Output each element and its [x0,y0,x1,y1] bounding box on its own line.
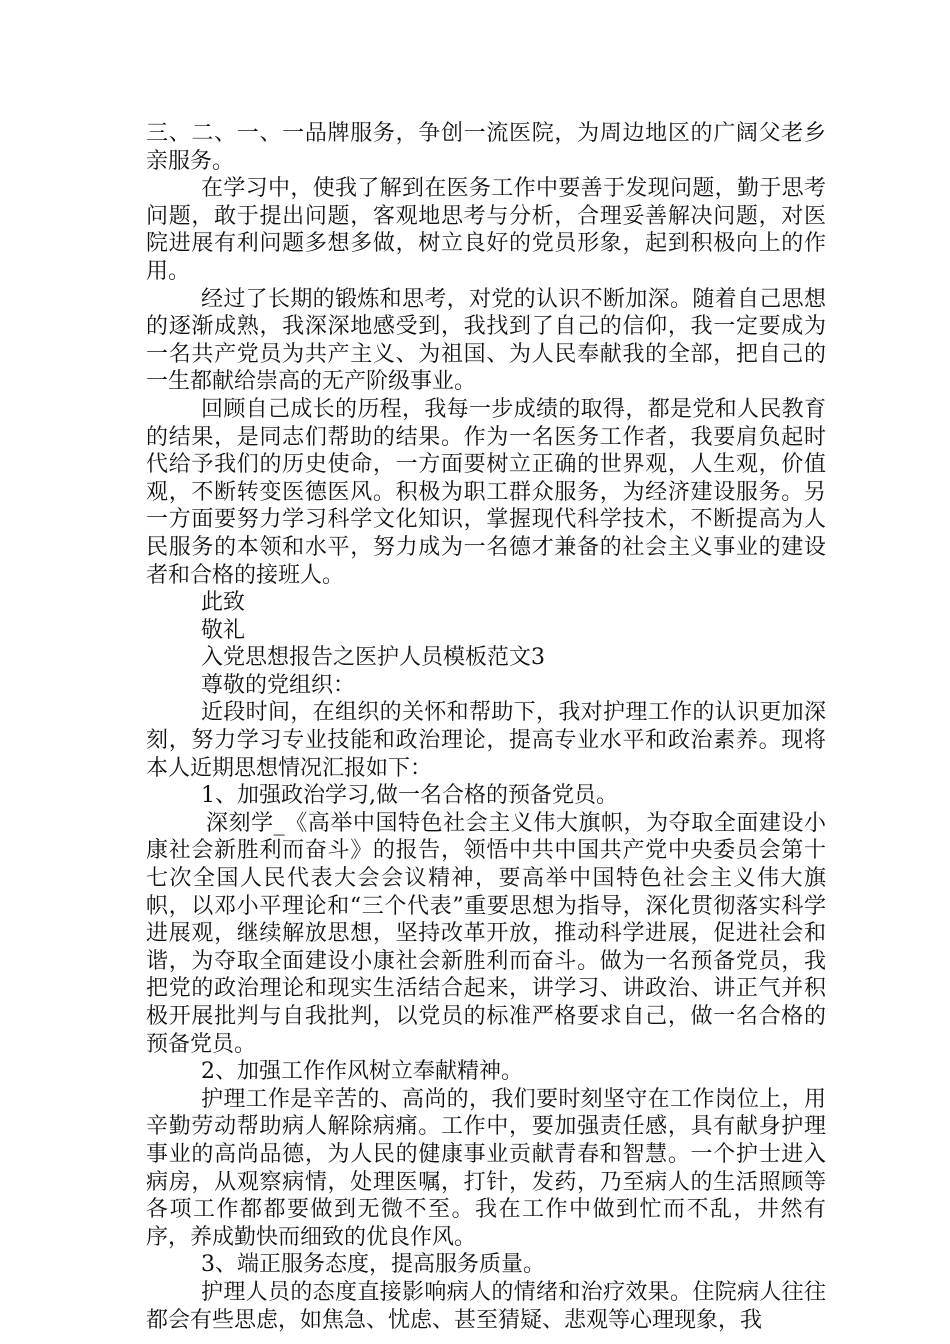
list-heading-2: 2、加强工作作风树立奉献精神。 [201,1059,523,1085]
closing-salutation-2: 敬礼 [201,617,246,643]
document-body [146,120,826,1334]
paragraph-intro: 近段时间，在组织的关怀和帮助下，我对护理工作的认识更加深刻，努力学习专业技能和政治理论，提高专业水平和政治素养。现将本人近期思想情况汇报如下： [146,700,826,781]
paragraph-political-study: 深刻学_《高举中国特色社会主义伟大旗帜，为夺取全面建设小康社会新胜利而奋斗》的报告，领悟中共中国共产党中央委员会第十七次全国人民代表大会会议精神，要高举中国特色社会主义伟大旗帜，以邓小平理论和“三个代表”重要思想为指导，深化贯彻落实科学进展观，继续解放思想，坚持改革开放，推动科学进展，促进社会和谐，为夺取全面建设小康社会新胜利而奋斗。做为一名预备党员，我把党的政治理论和现实生活结合起来，讲学习、讲政治、讲正气并积极开展批判与自我批判，以党员的标准严格要求自己，做一名合格的预备党员。 [146,810,826,1057]
paragraph-service-attitude: 护理人员的态度直接影响病人的情绪和治疗效果。住院病人往往都会有些思虑，如焦急、忧虑、甚至猜疑、悲观等心理现象，我 [146,1279,826,1333]
paragraph-growth-review: 回顾自己成长的历程，我每一步成绩的取得，都是党和人民教育的结果，是同志们帮助的结果。作为一名医务工作者，我要肩负起时代给予我们的历史使命，一方面要树立正确的世界观，人生观，价值观，不断转变医德医风。积极为职工群众服务，为经济建设服务。另一方面要努力学习科学文化知识，掌握现代科学技术，不断提高为人民服务的本领和水平，努力成为一名德才兼备的社会主义事业的建设者和合格的接班人。 [146,396,826,588]
closing-salutation-1: 此致 [201,590,246,616]
list-heading-3: 3、端正服务态度，提高服务质量。 [201,1252,545,1278]
letter-greeting: 尊敬的党组织： [201,672,356,698]
paragraph-party-understanding: 经过了长期的锻炼和思考，对党的认识不断加深。随着自己思想的逐渐成熟，我深深地感受到，我找到了自己的信仰，我一定要成为一名共产党员为共产主义、为祖国、为人民奉献我的全部，把自己的一生都献给崇高的无产阶级事业。 [146,286,826,395]
paragraph-study-insight: 在学习中，使我了解到在医务工作中要善于发现问题，勤于思考问题，敢于提出问题，客观地思考与分析，合理妥善解决问题，对医院进展有利问题多想多做，树立良好的党员形象，起到积极向上的作用。 [146,176,826,284]
paragraph-nursing-work: 护理工作是辛苦的、高尚的，我们要时刻坚守在工作岗位上，用辛勤劳动帮助病人解除病痛。工作中，要加强责任感，具有献身护理事业的高尚品德，为人民的健康事业贡献青春和智慧。一个护士进入病房，从观察病情，处理医嘱，打针，发药，乃至病人的生活照顾等各项工作都都要做到无微不至。我在工作中做到忙而不乱，井然有序，养成勤快而细致的优良作风。 [146,1086,826,1250]
section-title: 入党思想报告之医护人员模板范文3 [201,645,545,671]
list-heading-1: 1、加强政治学习,做一名合格的预备党员。 [201,783,618,809]
paragraph-service-motto: 三、二、一、一品牌服务，争创一流医院，为周边地区的广阔父老乡亲服务。 [146,121,826,174]
